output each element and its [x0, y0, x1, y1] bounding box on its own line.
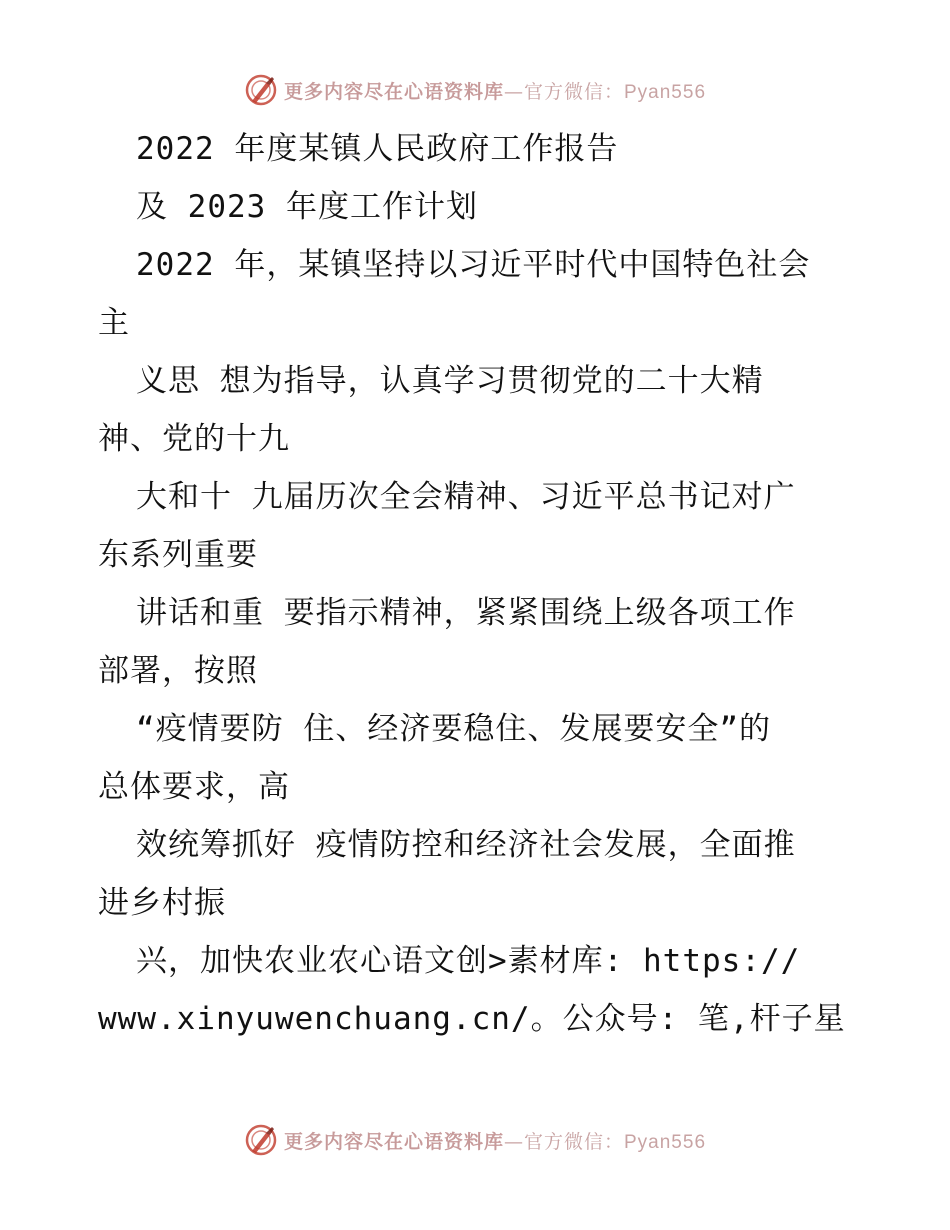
text-line: 及 2023 年度工作计划	[136, 189, 478, 225]
text-line: 兴，加快农业农心语文创>素材库: https://	[136, 943, 801, 979]
watermark-separator: —	[503, 1130, 524, 1153]
quill-seal-icon	[244, 73, 278, 107]
text-line: 效统筹抓好 疫情防控和经济社会发展，全面推	[136, 827, 796, 863]
text-line: 总体要求，高	[98, 769, 290, 805]
text-line: 讲话和重 要指示精神，紧紧围绕上级各项工作	[136, 595, 796, 631]
watermark-brand: 更多内容尽在心语资料库	[283, 1130, 504, 1153]
watermark-brand: 更多内容尽在心语资料库	[283, 80, 504, 103]
watermark-footer	[0, 1120, 950, 1160]
watermark-contact-label: 官方微信：	[523, 80, 624, 103]
watermark-separator: —	[503, 80, 524, 103]
watermark-contact-id: Pyan556	[624, 1131, 707, 1153]
text-line: www.xinyuwenchuang.cn/。公众号: 笔,杆子星	[98, 1001, 846, 1037]
text-line: 进乡村振	[98, 885, 226, 921]
watermark-header	[0, 70, 950, 110]
text-line: 主	[98, 305, 130, 341]
text-line: 2022 年，某镇坚持以习近平时代中国特色社会	[136, 247, 811, 283]
watermark-text	[284, 77, 706, 104]
quill-seal-icon	[244, 1123, 278, 1157]
text-line: “疫情要防 住、经济要稳住、发展要安全”的	[136, 711, 771, 747]
text-line: 义思 想为指导，认真学习贯彻党的二十大精	[136, 363, 764, 399]
text-line: 东系列重要	[98, 537, 258, 573]
watermark-text	[284, 1127, 706, 1154]
text-line: 2022 年度某镇人民政府工作报告	[136, 131, 619, 167]
text-line: 大和十 九届历次全会精神、习近平总书记对广	[136, 479, 796, 515]
watermark-contact-id: Pyan556	[624, 81, 707, 103]
text-line: 部署，按照	[98, 653, 258, 689]
text-line: 神、党的十九	[98, 421, 290, 457]
watermark-contact-label: 官方微信：	[523, 1130, 624, 1153]
